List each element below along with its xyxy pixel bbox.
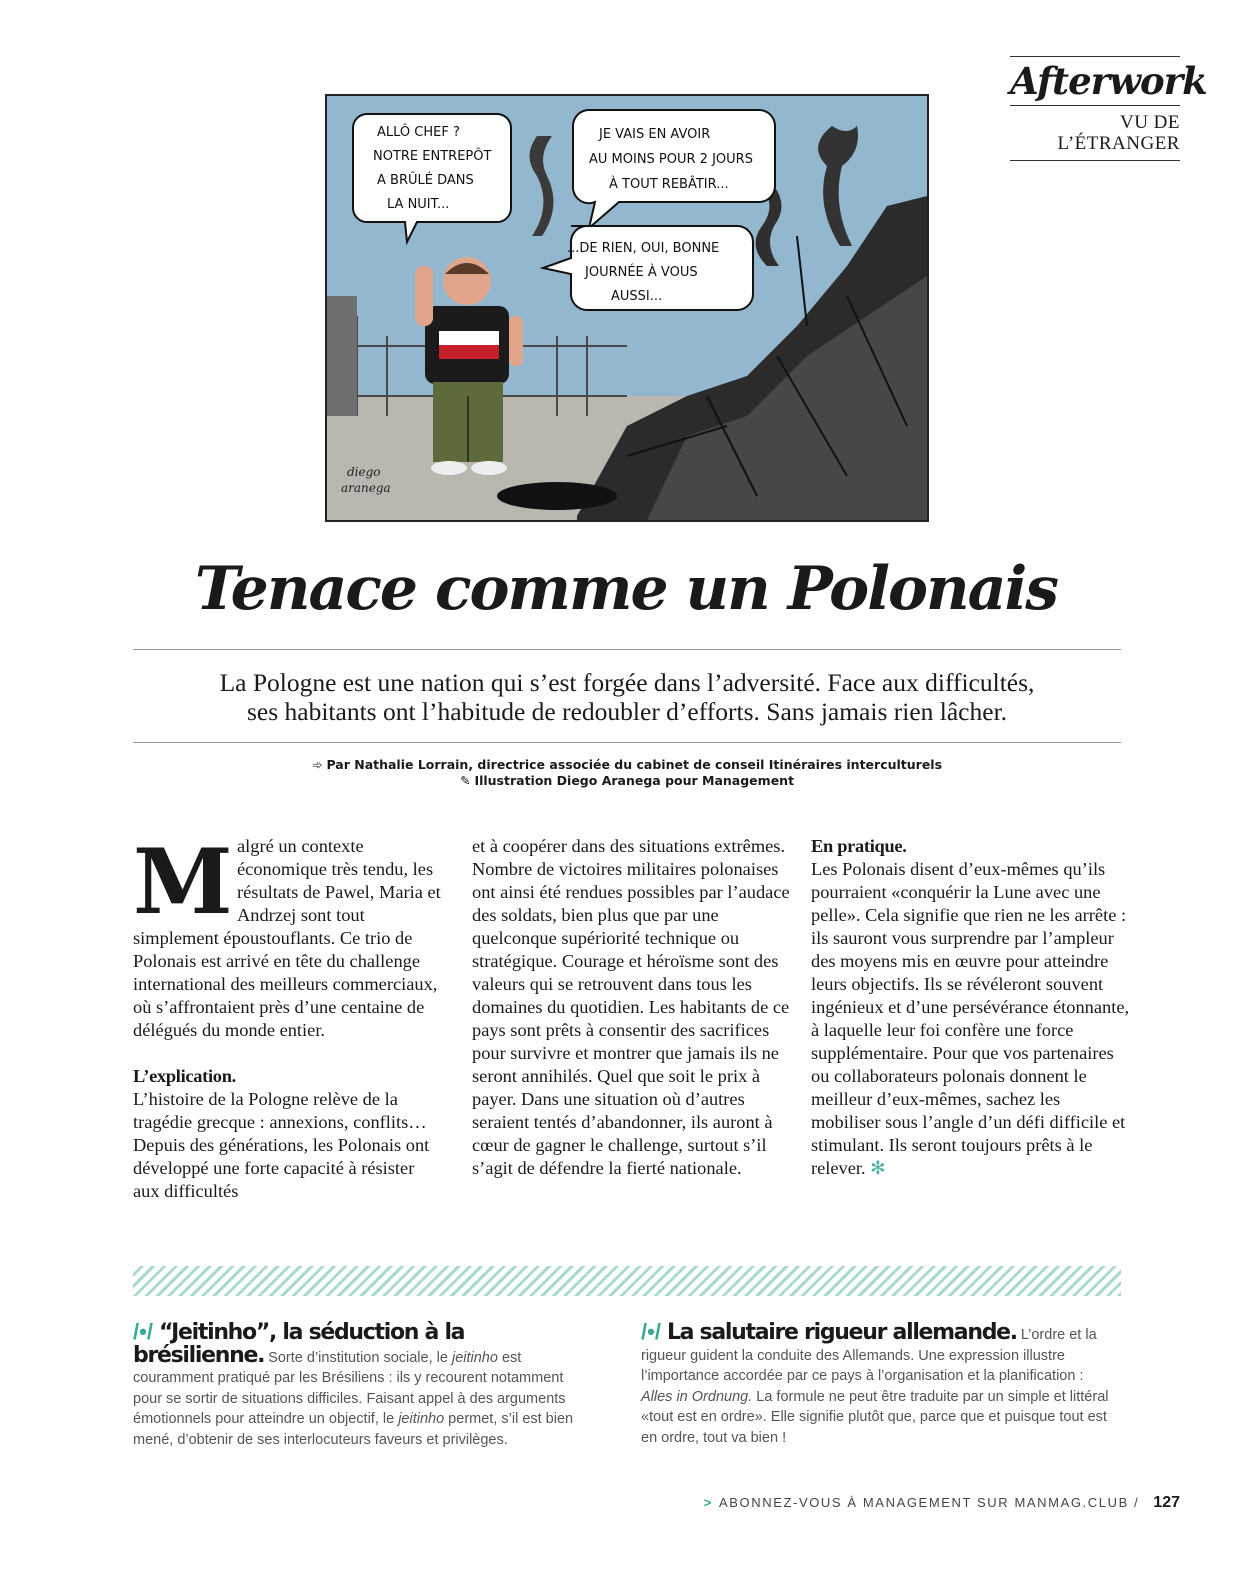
box1-em-b: jeitinho <box>398 1411 445 1427</box>
box2-text-a: L’ordre et la rigueur guident la conduite des Allemands. Une expression illustre l’importance accordée par ce pays à l’organisation et la planification : <box>641 1327 1097 1384</box>
pratique-paragraph <box>811 858 1131 1180</box>
section-title: Afterwork <box>1010 59 1207 103</box>
cartoon-illustration <box>325 94 929 522</box>
standfirst-line1: La Pologne est une nation qui s’est forgée dans l’adversité. Face aux difficultés, <box>219 668 1035 697</box>
standfirst-top-rule <box>133 649 1121 650</box>
bubble3-line2: JOURNÉE À VOUS <box>585 265 698 280</box>
section-header <box>1010 56 1207 161</box>
section-subtitle <box>1010 106 1180 160</box>
box1-text-b: est couramment pratiqué par les Brésiliens : ils y recourent notamment pour se sortir de situations difficiles. Faisant appel à des arguments émotionnels pour atteindre un objectif, le <box>133 1349 566 1427</box>
bubble2-line3: À TOUT REBÂTIR... <box>609 177 729 192</box>
pratique-heading: En pratique. <box>811 836 907 856</box>
section-subtitle-line1: VU DE <box>1119 112 1180 133</box>
bubble2-line2: AU MOINS POUR 2 JOURS <box>589 152 753 167</box>
illustration-credit-text: Illustration Diego Aranega pour Management <box>474 773 795 788</box>
pencil-icon: ✎ <box>459 773 471 788</box>
end-asterisk-icon: ✻ <box>870 1158 886 1179</box>
standfirst-line2: ses habitants ont l’habitude de redoubler d’efforts. Sans jamais rien lâcher. <box>246 697 1008 726</box>
bubble2-line1: JE VAIS EN AVOIR <box>599 127 711 142</box>
author-credit <box>133 757 1121 773</box>
section-subtitle-line2: L’ÉTRANGER <box>1057 133 1180 154</box>
box1-title: “Jeitinho”, la séduction à la brésilienne. <box>133 1320 465 1368</box>
box1-text-a: Sorte d’institution sociale, le <box>264 1349 452 1366</box>
hatched-divider <box>133 1266 1121 1296</box>
footer <box>640 1494 1180 1512</box>
illustration-credit <box>133 773 1121 789</box>
author-credit-text: Par Nathalie Lorrain, directrice associée du cabinet de conseil Itinéraires interculturels <box>326 757 943 772</box>
bubble1-line1: ALLÔ CHEF ? <box>377 125 460 140</box>
pratique-text: Les Polonais disent d’eux-mêmes qu’ils pourraient «conquérir la Lune avec une pelle». Cela signifie que rien ne les arrête : ils sauront vous surprendre par l’ampleur des moyens mis en œuvre pour atteindre leurs objectifs. Ils se révéleront souvent ingénieux et d’une persévérance étonnante, à laquelle leur foi confère une force supplémentaire. Pour que vos partenaires ou collaborateurs polonais donnent le meilleur d’eux-mêmes, sachez les mobiliser sous l’angle d’un défi difficile et stimulant. Ils seront toujours prêts à le relever. <box>811 859 1130 1178</box>
bubble1-line3: A BRÛLÉ DANS <box>377 173 474 188</box>
chevron-right-icon: > <box>703 1495 713 1510</box>
sidebar-box-germany <box>641 1319 1111 1448</box>
bubble1-line4: LA NUIT... <box>387 197 450 212</box>
cartoon-signature-line2: aranega <box>341 481 391 495</box>
explication-text: L’histoire de la Pologne relève de la tragédie grecque : annexions, conflits… Depuis des générations, les Polonais ont développé une forte capacité à résister aux difficultés <box>133 1089 430 1201</box>
credits <box>133 757 1121 789</box>
standfirst <box>133 668 1121 726</box>
page-number: 127 <box>1153 1494 1180 1511</box>
box2-em-a: Alles in Ordnung. <box>641 1388 753 1405</box>
article-column-3 <box>811 835 1131 1180</box>
box1-text-c: permet, s’il est bien mené, d’obtenir de ses interlocuteurs faveurs et privilèges. <box>133 1411 574 1448</box>
box1-em-a: jeitinho <box>451 1349 498 1366</box>
box2-marker: /•/ <box>641 1319 661 1344</box>
box2-title: La salutaire rigueur allemande. <box>666 1320 1017 1345</box>
article-column-1 <box>133 829 443 1203</box>
intro-text: algré un contexte économique très tendu, les résultats de Pawel, Maria et Andrzej sont tout simplement époustouflants. Ce trio de Polonais est arrivé en tête du challenge international des meilleurs commerciaux, où s’affrontaient près d’une centaine de délégués du monde entier. <box>133 836 441 1040</box>
standfirst-bottom-rule <box>133 742 1121 743</box>
arrow-icon: ➾ <box>311 757 323 772</box>
column-2-text: et à coopérer dans des situations extrêmes. Nombre de victoires militaires polonaises ont ainsi été rendues possibles par l’audace des soldats, bien plus que par une quelconque supériorité technique ou stratégique. Courage et héroïsme sont des valeurs qui se retrouvent dans tous les domaines du quotidien. Les habitants de ce pays sont prêts à consentir des sacrifices pour survivre et montrer que jamais ils ne seront annihilés. Quel que soit le prix à payer. Dans une situation où d’autres seraient tentés d’abandonner, ils auront à cœur de gagner le challenge, surtout s’il s’agit de défendre la fierté nationale. <box>472 836 790 1178</box>
bubble1-line2: NOTRE ENTREPÔT <box>373 149 492 164</box>
box1-marker: /•/ <box>133 1319 153 1344</box>
intro-paragraph <box>133 829 443 1042</box>
cartoon-signature-line1: diego <box>347 465 381 479</box>
dropcap: M <box>133 829 233 935</box>
explication-heading: L’explication. <box>133 1066 236 1086</box>
box2-text-b: La formule ne peut être traduite par un simple et littéral «tout est en ordre». Elle signifie plutôt que, parce que et puisque tout est en ordre, tout va bien ! <box>641 1388 1109 1446</box>
article-column-2 <box>472 835 792 1180</box>
headline: Tenace comme un Polonais <box>194 554 1058 624</box>
sidebar-box-brazil <box>133 1319 593 1450</box>
bubble3-line3: AUSSI... <box>611 289 663 304</box>
subscribe-link[interactable]: ABONNEZ-VOUS À MANAGEMENT SUR MANMAG.CLUB / <box>718 1495 1140 1510</box>
bubble3-line1: ...DE RIEN, OUI, BONNE <box>567 241 720 256</box>
